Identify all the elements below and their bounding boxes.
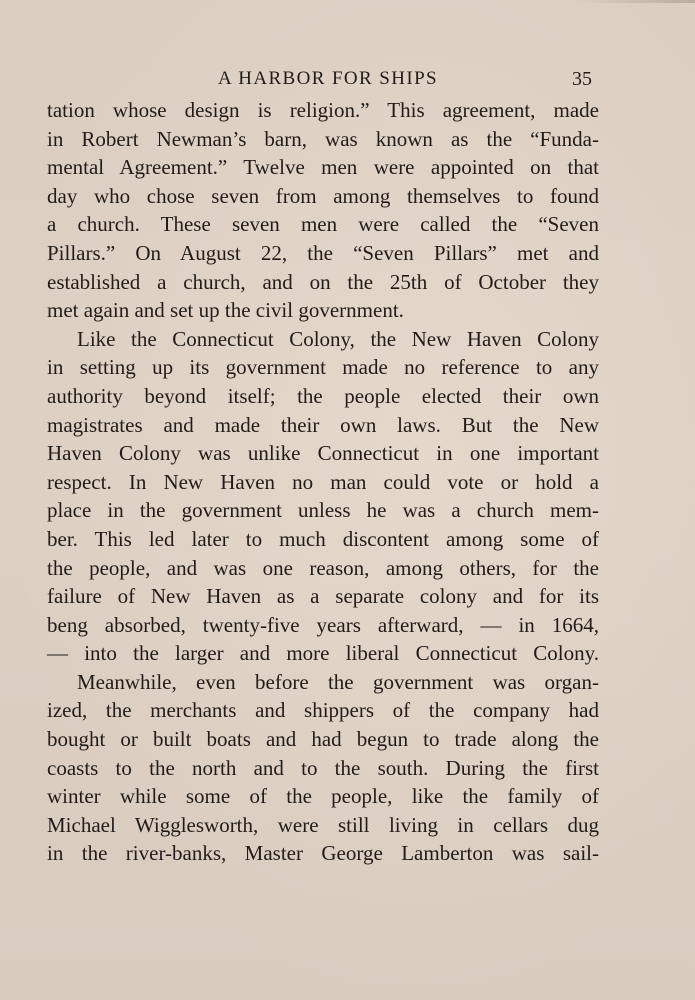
- text-line: Michael Wigglesworth, were still living in cellars dug: [47, 812, 599, 837]
- text-line: failure of New Haven as a separate colony and for its: [47, 584, 599, 609]
- text-line: authority beyond itself; the people elected their own: [47, 383, 599, 408]
- text-line-paragraph-end: — into the larger and more liberal Connecticut Colony.: [47, 641, 599, 666]
- text-line: coasts to the north and to the south. During the first: [47, 755, 599, 780]
- text-line-paragraph-start: Meanwhile, even before the government was organ-: [77, 669, 599, 694]
- text-line: established a church, and on the 25th of October they: [47, 269, 599, 294]
- text-line: mental Agreement.” Twelve men were appointed on that: [47, 155, 599, 180]
- text-line: respect. In New Haven no man could vote or hold a: [47, 469, 599, 494]
- text-line: tation whose design is religion.” This agreement, made: [47, 98, 599, 122]
- text-line: day who chose seven from among themselves to found: [47, 183, 599, 208]
- page-number: 35: [572, 68, 592, 90]
- text-line: the people, and was one reason, among others, for the: [47, 555, 599, 580]
- text-line: in Robert Newman’s barn, was known as the “Funda-: [47, 126, 599, 151]
- text-line: a church. These seven men were called the “Seven: [47, 212, 599, 237]
- text-line: Pillars.” On August 22, the “Seven Pillars” met and: [47, 240, 599, 265]
- text-line: beng absorbed, twenty-five years afterward, — in 1664,: [47, 612, 599, 637]
- text-line: in setting up its government made no reference to any: [47, 355, 599, 380]
- text-line-paragraph-start: Like the Connecticut Colony, the New Haven Colony: [77, 326, 599, 351]
- text-line: in the river-banks, Master George Lamberton was sail-: [47, 841, 599, 866]
- body-text: [47, 96, 599, 868]
- text-line-paragraph-end: met again and set up the civil government.: [47, 298, 404, 323]
- running-head: [0, 66, 695, 92]
- text-line: winter while some of the people, like the family of: [47, 784, 599, 809]
- text-line: ber. This led later to much discontent among some of: [47, 526, 599, 551]
- text-line: place in the government unless he was a church mem-: [47, 498, 599, 523]
- text-line: ized, the merchants and shippers of the company had: [47, 698, 599, 723]
- page-edge-shadow: [575, 0, 695, 3]
- running-title: A HARBOR FOR SHIPS: [218, 68, 439, 89]
- text-line: bought or built boats and had begun to trade along the: [47, 727, 599, 752]
- text-line: Haven Colony was unlike Connecticut in one important: [47, 441, 599, 466]
- text-line: magistrates and made their own laws. But the New: [47, 412, 599, 437]
